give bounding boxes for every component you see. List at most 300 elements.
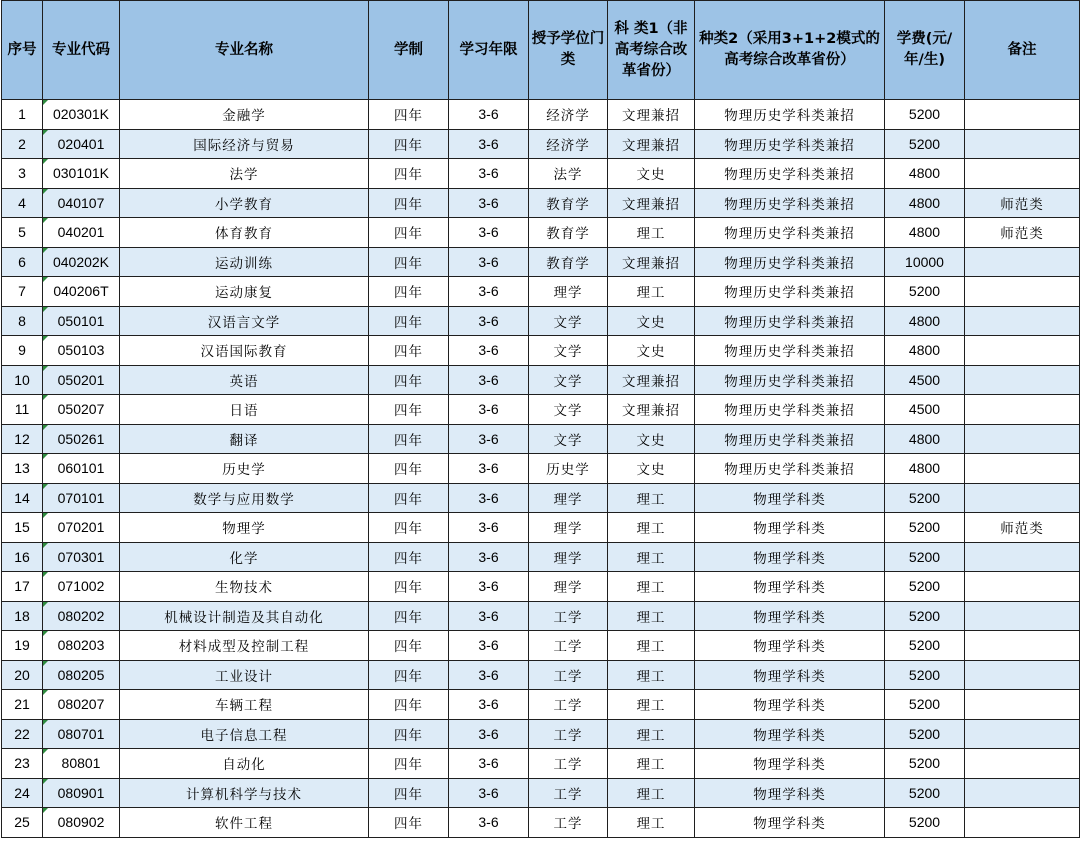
table-row [2,601,1080,631]
index-cell: 12 [2,424,43,454]
study-years-cell: 3-6 [449,188,529,218]
header-major-name: 专业名称 [120,1,369,100]
study-years-cell: 3-6 [449,218,529,248]
duration-cell: 四年 [369,277,449,307]
remarks-cell [965,365,1080,395]
category-1-cell: 理工 [608,277,695,307]
category-2-cell: 物理学科类 [695,572,885,602]
study-years-cell: 3-6 [449,306,529,336]
remarks-cell [965,660,1080,690]
category-1-cell: 文理兼招 [608,100,695,130]
degree-category-cell: 理学 [529,542,608,572]
header-row [2,1,1080,100]
study-years-cell: 3-6 [449,336,529,366]
major-name-cell: 运动康复 [120,277,369,307]
index-cell: 3 [2,159,43,189]
tuition-cell: 5200 [885,631,965,661]
remarks-cell: 师范类 [965,188,1080,218]
major-name-cell: 翻译 [120,424,369,454]
major-name-cell: 车辆工程 [120,690,369,720]
table-row [2,808,1080,838]
category-1-cell: 文理兼招 [608,129,695,159]
text-format-marker [43,454,48,459]
header-category-2: 种类2（采用3+1+2模式的高考综合改革省份） [695,1,885,100]
tuition-cell: 4500 [885,365,965,395]
table-row [2,483,1080,513]
major-name-cell: 汉语言文学 [120,306,369,336]
text-format-marker [43,248,48,253]
table-row [2,719,1080,749]
text-format-marker [43,572,48,577]
category-1-cell: 理工 [608,690,695,720]
majors-table [1,0,1080,838]
category-1-cell: 文史 [608,454,695,484]
category-2-cell: 物理学科类 [695,513,885,543]
study-years-cell: 3-6 [449,690,529,720]
major-code-cell: 050201 [43,365,120,395]
tuition-cell: 5200 [885,513,965,543]
study-years-cell: 3-6 [449,660,529,690]
duration-cell: 四年 [369,808,449,838]
major-name-cell: 数学与应用数学 [120,483,369,513]
table-row [2,631,1080,661]
text-format-marker [43,425,48,430]
degree-category-cell: 理学 [529,277,608,307]
study-years-cell: 3-6 [449,513,529,543]
degree-category-cell: 文学 [529,395,608,425]
major-code-cell: 080207 [43,690,120,720]
tuition-cell: 5200 [885,601,965,631]
major-name-cell: 物理学 [120,513,369,543]
tuition-cell: 5200 [885,749,965,779]
category-2-cell: 物理历史学科类兼招 [695,100,885,130]
category-1-cell: 理工 [608,483,695,513]
duration-cell: 四年 [369,247,449,277]
study-years-cell: 3-6 [449,100,529,130]
tuition-cell: 4800 [885,218,965,248]
table-row [2,690,1080,720]
degree-category-cell: 理学 [529,483,608,513]
text-format-marker [43,366,48,371]
major-code-cell: 050207 [43,395,120,425]
duration-cell: 四年 [369,483,449,513]
degree-category-cell: 工学 [529,601,608,631]
degree-category-cell: 经济学 [529,100,608,130]
degree-category-cell: 文学 [529,306,608,336]
major-code-cell: 050103 [43,336,120,366]
tuition-cell: 5200 [885,483,965,513]
duration-cell: 四年 [369,513,449,543]
duration-cell: 四年 [369,365,449,395]
index-cell: 17 [2,572,43,602]
major-name-cell: 机械设计制造及其自动化 [120,601,369,631]
category-1-cell: 理工 [608,749,695,779]
major-name-cell: 化学 [120,542,369,572]
table-row [2,277,1080,307]
tuition-cell: 5200 [885,100,965,130]
degree-category-cell: 理学 [529,513,608,543]
index-cell: 6 [2,247,43,277]
index-cell: 25 [2,808,43,838]
major-code-cell: 040201 [43,218,120,248]
major-code-cell: 070201 [43,513,120,543]
table-row [2,395,1080,425]
study-years-cell: 3-6 [449,159,529,189]
major-code-cell: 080205 [43,660,120,690]
duration-cell: 四年 [369,188,449,218]
duration-cell: 四年 [369,454,449,484]
degree-category-cell: 文学 [529,365,608,395]
remarks-cell [965,749,1080,779]
category-1-cell: 理工 [608,513,695,543]
text-format-marker [43,690,48,695]
text-format-marker [43,543,48,548]
study-years-cell: 3-6 [449,129,529,159]
degree-category-cell: 工学 [529,749,608,779]
duration-cell: 四年 [369,542,449,572]
remarks-cell [965,277,1080,307]
category-2-cell: 物理学科类 [695,483,885,513]
major-code-cell: 080902 [43,808,120,838]
text-format-marker [43,336,48,341]
category-2-cell: 物理历史学科类兼招 [695,159,885,189]
category-2-cell: 物理学科类 [695,660,885,690]
category-2-cell: 物理学科类 [695,690,885,720]
degree-category-cell: 教育学 [529,188,608,218]
category-2-cell: 物理学科类 [695,542,885,572]
degree-category-cell: 经济学 [529,129,608,159]
header-degree-category: 授予学位门类 [529,1,608,100]
table-row [2,454,1080,484]
study-years-cell: 3-6 [449,365,529,395]
remarks-cell [965,129,1080,159]
category-2-cell: 物理学科类 [695,601,885,631]
remarks-cell [965,483,1080,513]
remarks-cell [965,424,1080,454]
duration-cell: 四年 [369,749,449,779]
remarks-cell [965,542,1080,572]
category-2-cell: 物理历史学科类兼招 [695,395,885,425]
tuition-cell: 5200 [885,778,965,808]
index-cell: 5 [2,218,43,248]
table-row [2,572,1080,602]
major-code-cell: 080901 [43,778,120,808]
table-row [2,542,1080,572]
table-row [2,129,1080,159]
duration-cell: 四年 [369,424,449,454]
study-years-cell: 3-6 [449,749,529,779]
remarks-cell [965,454,1080,484]
degree-category-cell: 工学 [529,778,608,808]
category-1-cell: 理工 [608,631,695,661]
category-1-cell: 文史 [608,306,695,336]
major-name-cell: 运动训练 [120,247,369,277]
table-row [2,100,1080,130]
index-cell: 2 [2,129,43,159]
category-1-cell: 文理兼招 [608,188,695,218]
duration-cell: 四年 [369,778,449,808]
category-1-cell: 理工 [608,808,695,838]
remarks-cell [965,247,1080,277]
duration-cell: 四年 [369,719,449,749]
tuition-cell: 4800 [885,336,965,366]
remarks-cell [965,336,1080,366]
text-format-marker [43,484,48,489]
major-name-cell: 历史学 [120,454,369,484]
index-cell: 21 [2,690,43,720]
degree-category-cell: 教育学 [529,247,608,277]
category-1-cell: 文史 [608,336,695,366]
category-1-cell: 文理兼招 [608,395,695,425]
major-code-cell: 020401 [43,129,120,159]
remarks-cell [965,808,1080,838]
study-years-cell: 3-6 [449,778,529,808]
index-cell: 14 [2,483,43,513]
text-format-marker [43,661,48,666]
category-2-cell: 物理学科类 [695,749,885,779]
duration-cell: 四年 [369,218,449,248]
major-name-cell: 工业设计 [120,660,369,690]
degree-category-cell: 历史学 [529,454,608,484]
duration-cell: 四年 [369,690,449,720]
index-cell: 15 [2,513,43,543]
degree-category-cell: 文学 [529,336,608,366]
duration-cell: 四年 [369,306,449,336]
major-name-cell: 汉语国际教育 [120,336,369,366]
degree-category-cell: 文学 [529,424,608,454]
category-2-cell: 物理历史学科类兼招 [695,365,885,395]
study-years-cell: 3-6 [449,454,529,484]
degree-category-cell: 工学 [529,808,608,838]
text-format-marker [43,779,48,784]
duration-cell: 四年 [369,129,449,159]
degree-category-cell: 教育学 [529,218,608,248]
tuition-cell: 4800 [885,306,965,336]
text-format-marker [43,130,48,135]
index-cell: 7 [2,277,43,307]
category-1-cell: 理工 [608,778,695,808]
duration-cell: 四年 [369,631,449,661]
major-code-cell: 030101K [43,159,120,189]
study-years-cell: 3-6 [449,395,529,425]
major-code-cell: 050101 [43,306,120,336]
category-1-cell: 文史 [608,424,695,454]
study-years-cell: 3-6 [449,808,529,838]
remarks-cell: 师范类 [965,513,1080,543]
major-name-cell: 国际经济与贸易 [120,129,369,159]
major-name-cell: 小学教育 [120,188,369,218]
table-row [2,336,1080,366]
remarks-cell [965,395,1080,425]
major-code-cell: 80801 [43,749,120,779]
table-row [2,247,1080,277]
duration-cell: 四年 [369,100,449,130]
remarks-cell [965,159,1080,189]
index-cell: 20 [2,660,43,690]
degree-category-cell: 工学 [529,690,608,720]
text-format-marker [43,749,48,754]
major-name-cell: 材料成型及控制工程 [120,631,369,661]
table-row [2,159,1080,189]
duration-cell: 四年 [369,572,449,602]
text-format-marker [43,631,48,636]
remarks-cell [965,100,1080,130]
category-1-cell: 理工 [608,542,695,572]
major-name-cell: 日语 [120,395,369,425]
table-row [2,188,1080,218]
table-row [2,513,1080,543]
text-format-marker [43,602,48,607]
category-1-cell: 理工 [608,719,695,749]
major-name-cell: 生物技术 [120,572,369,602]
category-2-cell: 物理历史学科类兼招 [695,218,885,248]
duration-cell: 四年 [369,159,449,189]
index-cell: 9 [2,336,43,366]
major-code-cell: 060101 [43,454,120,484]
study-years-cell: 3-6 [449,277,529,307]
category-1-cell: 文理兼招 [608,247,695,277]
category-1-cell: 文史 [608,159,695,189]
major-code-cell: 050261 [43,424,120,454]
remarks-cell [965,601,1080,631]
duration-cell: 四年 [369,660,449,690]
tuition-cell: 10000 [885,247,965,277]
text-format-marker [43,218,48,223]
major-code-cell: 040202K [43,247,120,277]
study-years-cell: 3-6 [449,424,529,454]
remarks-cell [965,690,1080,720]
table-row [2,749,1080,779]
remarks-cell: 师范类 [965,218,1080,248]
index-cell: 11 [2,395,43,425]
index-cell: 13 [2,454,43,484]
header-duration: 学制 [369,1,449,100]
major-name-cell: 英语 [120,365,369,395]
category-2-cell: 物理历史学科类兼招 [695,129,885,159]
category-2-cell: 物理历史学科类兼招 [695,277,885,307]
category-1-cell: 理工 [608,660,695,690]
category-2-cell: 物理学科类 [695,808,885,838]
table-row [2,365,1080,395]
duration-cell: 四年 [369,336,449,366]
remarks-cell [965,306,1080,336]
degree-category-cell: 工学 [529,631,608,661]
major-name-cell: 金融学 [120,100,369,130]
header-major-code: 专业代码 [43,1,120,100]
tuition-cell: 5200 [885,572,965,602]
tuition-cell: 5200 [885,690,965,720]
tuition-cell: 5200 [885,719,965,749]
index-cell: 1 [2,100,43,130]
text-format-marker [43,395,48,400]
category-2-cell: 物理历史学科类兼招 [695,454,885,484]
remarks-cell [965,631,1080,661]
tuition-cell: 5200 [885,129,965,159]
index-cell: 19 [2,631,43,661]
major-code-cell: 040206T [43,277,120,307]
major-name-cell: 自动化 [120,749,369,779]
table-row [2,778,1080,808]
table-body [2,100,1080,838]
index-cell: 24 [2,778,43,808]
index-cell: 23 [2,749,43,779]
tuition-cell: 4800 [885,454,965,484]
major-code-cell: 070301 [43,542,120,572]
header-study-years: 学习年限 [449,1,529,100]
major-name-cell: 体育教育 [120,218,369,248]
text-format-marker [43,513,48,518]
degree-category-cell: 工学 [529,660,608,690]
category-1-cell: 理工 [608,572,695,602]
text-format-marker [43,720,48,725]
index-cell: 10 [2,365,43,395]
major-name-cell: 电子信息工程 [120,719,369,749]
text-format-marker [43,808,48,813]
degree-category-cell: 工学 [529,719,608,749]
study-years-cell: 3-6 [449,483,529,513]
text-format-marker [43,277,48,282]
category-2-cell: 物理历史学科类兼招 [695,306,885,336]
category-1-cell: 理工 [608,218,695,248]
degree-category-cell: 理学 [529,572,608,602]
category-2-cell: 物理历史学科类兼招 [695,188,885,218]
major-code-cell: 040107 [43,188,120,218]
text-format-marker [43,159,48,164]
tuition-cell: 5200 [885,808,965,838]
remarks-cell [965,572,1080,602]
study-years-cell: 3-6 [449,572,529,602]
table-row [2,424,1080,454]
index-cell: 22 [2,719,43,749]
tuition-cell: 4800 [885,424,965,454]
duration-cell: 四年 [369,601,449,631]
table-row [2,218,1080,248]
study-years-cell: 3-6 [449,601,529,631]
major-code-cell: 070101 [43,483,120,513]
tuition-cell: 5200 [885,542,965,572]
category-2-cell: 物理学科类 [695,631,885,661]
category-2-cell: 物理历史学科类兼招 [695,336,885,366]
text-format-marker [43,189,48,194]
duration-cell: 四年 [369,395,449,425]
major-code-cell: 080202 [43,601,120,631]
tuition-cell: 4500 [885,395,965,425]
study-years-cell: 3-6 [449,247,529,277]
category-2-cell: 物理学科类 [695,778,885,808]
category-1-cell: 理工 [608,601,695,631]
remarks-cell [965,719,1080,749]
major-code-cell: 080701 [43,719,120,749]
major-name-cell: 计算机科学与技术 [120,778,369,808]
tuition-cell: 4800 [885,188,965,218]
tuition-cell: 5200 [885,277,965,307]
study-years-cell: 3-6 [449,542,529,572]
category-1-cell: 文理兼招 [608,365,695,395]
category-2-cell: 物理学科类 [695,719,885,749]
degree-category-cell: 法学 [529,159,608,189]
header-index: 序号 [2,1,43,100]
major-code-cell: 071002 [43,572,120,602]
table-row [2,660,1080,690]
category-2-cell: 物理历史学科类兼招 [695,247,885,277]
tuition-cell: 4800 [885,159,965,189]
table-row [2,306,1080,336]
study-years-cell: 3-6 [449,631,529,661]
header-tuition: 学费(元/年/生) [885,1,965,100]
index-cell: 16 [2,542,43,572]
index-cell: 4 [2,188,43,218]
text-format-marker [43,307,48,312]
